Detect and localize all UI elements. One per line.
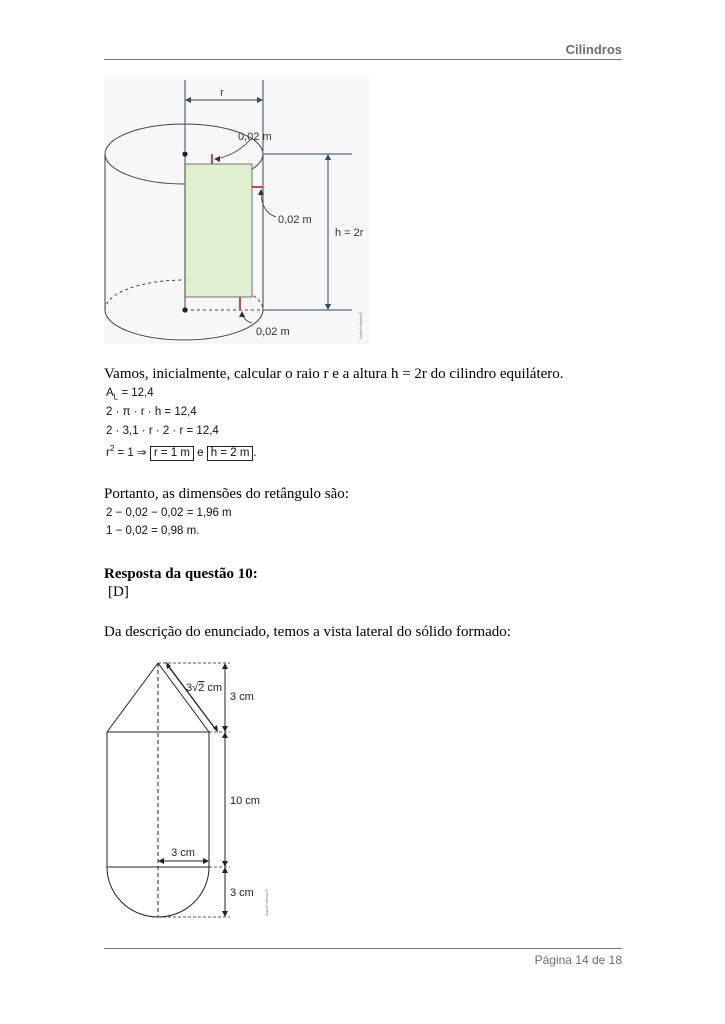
answer-title: Resposta da questão 10: [104, 566, 258, 582]
cylinder-figure [104, 77, 369, 344]
label-top-gap: 0,02 m [238, 131, 272, 143]
top-center-point [182, 151, 187, 156]
label-bottom-gap: 0,02 m [256, 326, 290, 338]
answer-value: [D] [108, 584, 129, 600]
eq1-b: = 12,4 [118, 387, 154, 399]
equation-2: 2 · π · r · h = 12,4 [106, 406, 197, 418]
dimension-1: 2 − 0,02 − 0,02 = 1,96 m [106, 507, 232, 519]
eq4-end: . [253, 446, 257, 459]
equation-3: 2 · 3,1 · r · 2 · r = 12,4 [106, 425, 219, 437]
label-slant [186, 682, 222, 694]
page-number: Página 14 de 18 [534, 953, 622, 967]
radius-result-box: r = 1 m [150, 446, 194, 461]
eq1-a: A [106, 387, 114, 399]
description-paragraph: Da descrição do enunciado, temos a vista lateral do sólido formado: [104, 624, 511, 640]
inscribed-rectangle [185, 164, 252, 297]
label-cone-height: 3 cm [230, 691, 254, 703]
slant-n: 2 [198, 682, 205, 694]
label-side-gap: 0,02 m [278, 214, 312, 226]
label-r: r [220, 87, 224, 99]
label-radius: 3 cm [171, 847, 195, 859]
slant-coef: 3 [186, 682, 193, 694]
header-title: Cilindros [565, 42, 622, 57]
page-header [104, 40, 622, 60]
portanto-paragraph: Portanto, as dimensões do retângulo são: [104, 486, 349, 502]
slant-unit: cm [204, 682, 223, 694]
dimension-2: 1 − 0,02 = 0,98 m. [106, 525, 200, 537]
label-cylinder-height: 10 cm [230, 795, 260, 807]
eq4-a: r [106, 446, 110, 459]
height-result-box: h = 2 m [207, 446, 254, 461]
eq4-b: = 1 ⇒ [114, 446, 150, 459]
footer-rule [104, 948, 622, 949]
figure1-credit: SuperProfessor® [359, 312, 363, 339]
solid-side-view-figure [104, 658, 284, 922]
eq1-sub: L [113, 392, 119, 402]
label-h: h = 2r [335, 227, 364, 239]
intro-paragraph: Vamos, inicialmente, calcular o raio r e a altura h = 2r do cilindro equilátero. [104, 366, 564, 382]
equation-4 [106, 444, 257, 461]
label-hemisphere-height: 3 cm [230, 887, 254, 899]
slant-rad: √ [192, 682, 199, 694]
bottom-center-point [182, 307, 187, 312]
figure2-credit: SuperProfessor® [265, 889, 269, 916]
equation-1 [106, 387, 154, 401]
eq4-sup: 2 [109, 444, 115, 453]
eq4-mid: e [193, 446, 207, 459]
